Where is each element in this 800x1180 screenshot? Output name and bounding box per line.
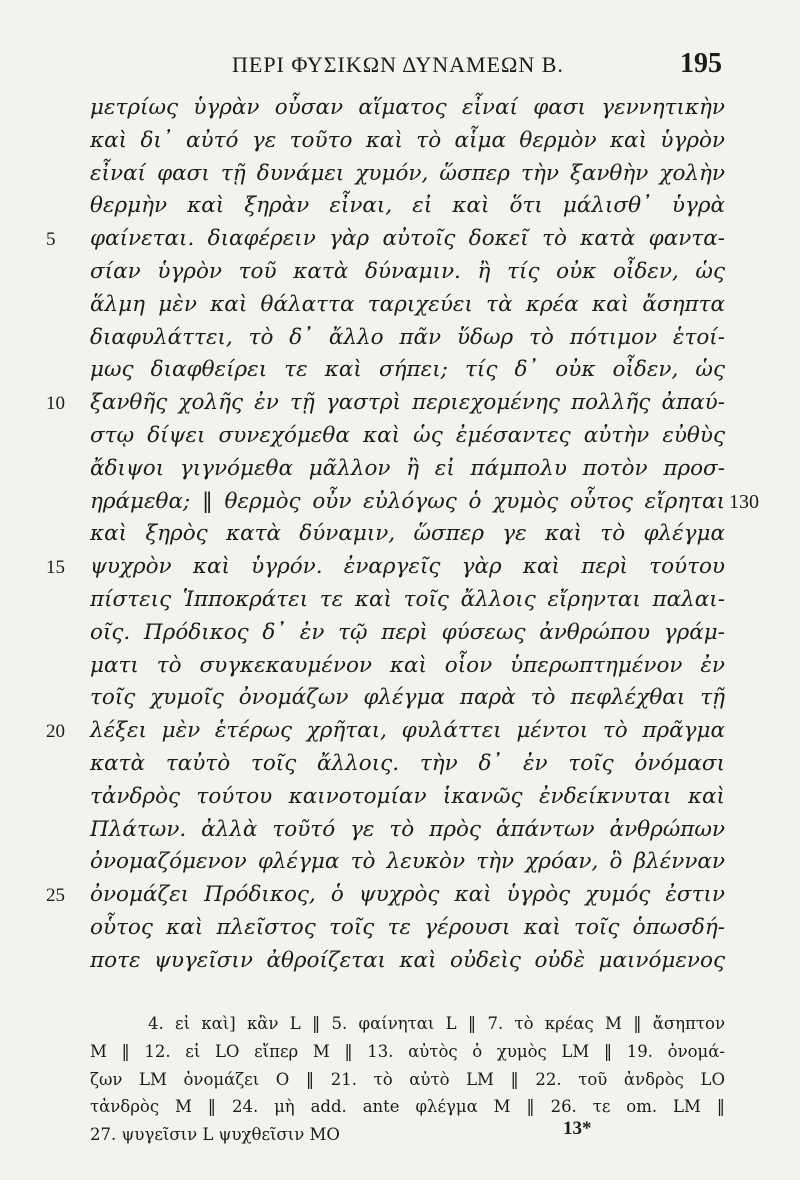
apparatus-line [0,1066,800,1094]
apparatus-text: M ‖ 12. εἰ LO εἴπερ M ‖ 13. αὐτὸς ὁ χυμὸς LM ‖ 19. ὀνομά- [90,1041,725,1061]
line-text: εἶναί φασι τῇ δυνάμει χυμόν, ὥσπερ τὴν ξανθὴν χολὴν [90,160,725,186]
line-number: 5 [46,229,56,251]
text-line [0,879,800,912]
text-line [0,781,800,814]
text-line [0,256,800,289]
text-line [0,518,800,551]
line-number: 10 [46,393,65,415]
text-line [0,158,800,191]
apparatus-line [0,1093,800,1121]
line-number: 25 [46,885,65,907]
line-text: καὶ ξηρὸς κατὰ δύναμιν, ὥσπερ γε καὶ τὸ φλέγμα [90,521,725,547]
line-text: πίστεις Ἱπποκράτει τε καὶ τοῖς ἄλλοις εἴρηνται παλαι- [90,586,725,612]
text-line [0,617,800,650]
page-header [232,48,722,84]
apparatus-line [0,1010,800,1038]
margin-reference: 130 [729,490,759,513]
text-line [0,584,800,617]
line-number: 15 [46,557,65,579]
apparatus-line [0,1121,800,1149]
apparatus-text: τἀνδρὸς M ‖ 24. μὴ add. ante φλέγμα M ‖ 26. τε om. LM ‖ [90,1097,725,1117]
line-text: ματι τὸ συγκεκαυμένον καὶ οἷον ὑπερωπτημένον ἐν [90,652,725,678]
line-text: ἄδιψοι γιγνόμεθα μᾶλλον ἢ εἰ πάμπολυ ποτὸν προσ- [90,455,725,481]
text-line [0,650,800,683]
text-line [0,354,800,387]
line-text: καὶ δι᾽ αὐτό γε τοῦτο καὶ τὸ αἷμα θερμὸν καὶ ὑγρὸν [90,127,725,153]
text-line [0,912,800,945]
line-number: 20 [46,721,65,743]
line-text: μως διαφθείρει τε καὶ σήπει; τίς δ᾽ οὐκ οἶδεν, ὡς [90,357,725,383]
line-text: κατὰ ταὐτὸ τοῖς ἄλλοις. τὴν δ᾽ ἐν τοῖς ὀνόμασι [90,750,725,776]
running-title: ΠΕΡΙ ΦΥΣΙΚΩΝ ΔΥΝΑΜΕΩΝ Β. [232,52,564,77]
page-number: 195 [680,48,722,79]
line-text: ξανθῆς χολῆς ἐν τῇ γαστρὶ περιεχομένης πολλῆς ἀπαύ- [90,390,725,416]
line-text: Πλάτων. ἀλλὰ τοῦτό γε τὸ πρὸς ἁπάντων ἀνθρώπων [90,816,725,842]
text-line [0,190,800,223]
line-text: ὀνομαζόμενον φλέγμα τὸ λευκὸν τὴν χρόαν, ὃ βλένναν [90,849,725,875]
text-line [0,551,800,584]
text-line [0,92,800,125]
text-line [0,387,800,420]
text-line [0,125,800,158]
critical-apparatus [0,1010,800,1149]
line-text: οῖς. Πρόδικος δ᾽ ἐν τῷ περὶ φύσεως ἀνθρώπου γράμ- [90,619,725,645]
line-text: τοῖς χυμοῖς ὀνομάζων φλέγμα παρὰ τὸ πεφλέχθαι τῇ [90,685,725,711]
text-line [0,715,800,748]
apparatus-text: 27. ψυγεῖσιν L ψυχθεῖσιν MO [90,1125,340,1145]
line-text: φαίνεται. διαφέρειν γὰρ αὐτοῖς δοκεῖ τὸ κατὰ φαντα- [90,226,725,252]
text-line [0,223,800,256]
line-text: ἅλμη μὲν καὶ θάλαττα ταριχεύει τὰ κρέα καὶ ἄσηπτα [90,291,725,317]
line-text: οὗτος καὶ πλεῖστος τοῖς τε γέρουσι καὶ τοῖς ὁπωσδή- [90,914,725,940]
line-text: ηράμεθα; ‖ θερμὸς οὖν εὐλόγως ὁ χυμὸς οὗτος εἴρηται [90,488,725,514]
text-line [0,289,800,322]
text-line [0,945,800,978]
text-line [0,453,800,486]
main-text [0,92,800,978]
text-line [0,322,800,355]
line-text: μετρίως ὑγρὰν οὖσαν αἵματος εἶναί φασι γεννητικὴν [90,95,725,120]
line-text: ψυχρὸν καὶ ὑγρόν. ἐναργεῖς γὰρ καὶ περὶ τούτου [90,554,725,580]
line-text: ὀνομάζει Πρόδικος, ὁ ψυχρὸς καὶ ὑγρὸς χυμός ἐστιν [90,882,725,908]
line-text: διαφυλάττει, τὸ δ᾽ ἄλλο πᾶν ὕδωρ τὸ πότιμον ἑτοί- [90,324,725,350]
line-text: σίαν ὑγρὸν τοῦ κατὰ δύναμιν. ἢ τίς οὐκ οἶδεν, ὡς [90,258,725,284]
text-line [0,682,800,715]
apparatus-line [0,1038,800,1066]
line-text: λέξει μὲν ἑτέρως χρῆται, φυλάττει μέντοι τὸ πρᾶγμα [90,718,725,744]
text-line [0,420,800,453]
line-text: ποτε ψυγεῖσιν ἀθροίζεται καὶ οὐδεὶς οὐδὲ μαινόμενος [90,947,725,973]
signature-mark: 13* [563,1118,592,1139]
line-text: τἀνδρὸς τούτου καινοτομίαν ἱκανῶς ἐνδείκνυται καὶ [90,783,725,809]
apparatus-text: 4. εἰ καὶ] κἂν L ‖ 5. φαίνηται L ‖ 7. τὸ κρέας M ‖ ἄσηπτον [148,1014,725,1033]
text-line [0,748,800,781]
line-text: στῳ δίψει συνεχόμεθα καὶ ὡς ἐμέσαντες αὐτὴν εὐθὺς [90,422,725,448]
text-line [0,486,800,519]
text-line [0,814,800,847]
apparatus-text: ζων LM ὀνομάζει O ‖ 21. τὸ αὐτὸ LM ‖ 22. τοῦ ἀνδρὸς LO [90,1069,725,1089]
text-line [0,846,800,879]
line-text: θερμὴν καὶ ξηρὰν εἶναι, εἰ καὶ ὅτι μάλισθ᾽ ὑγρὰ [90,193,725,219]
